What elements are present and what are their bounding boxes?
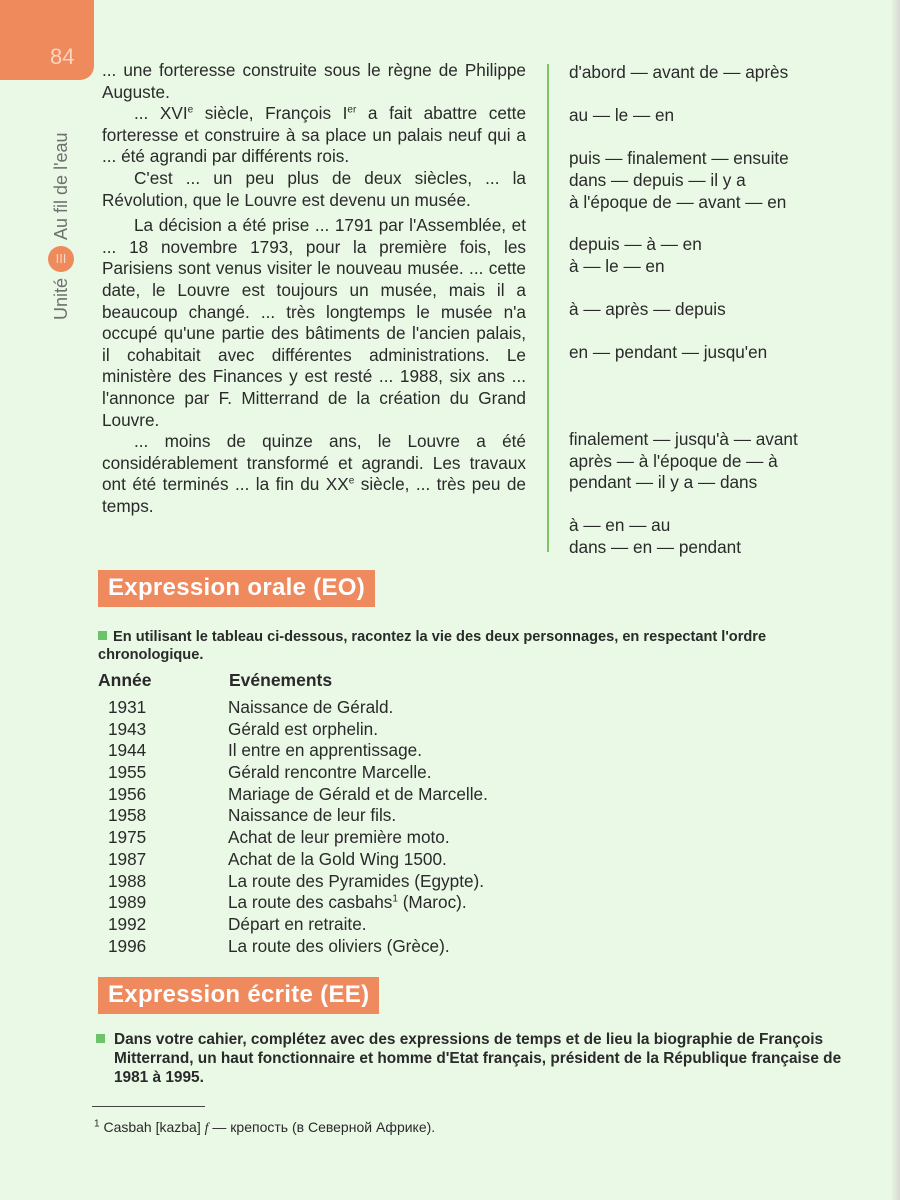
answer-option: d'abord — avant de — après bbox=[569, 62, 789, 82]
oral-section-title: Expression orale (EO) bbox=[98, 570, 375, 607]
page-edge bbox=[892, 0, 900, 1200]
written-section-title: Expression écrite (EE) bbox=[98, 977, 379, 1014]
paragraph: ... une forteresse construite sous le règne de Philippe Auguste. bbox=[102, 60, 526, 102]
year-cell: 1975 bbox=[108, 827, 147, 848]
table-row bbox=[108, 827, 488, 849]
gap-fill-text bbox=[102, 60, 526, 517]
table-row bbox=[108, 784, 488, 806]
page-number: 84 bbox=[50, 44, 75, 69]
table-row bbox=[108, 762, 488, 784]
event-cell: Gérald est orphelin. bbox=[228, 718, 378, 739]
green-bullet-icon bbox=[98, 631, 107, 640]
table-row bbox=[108, 936, 488, 958]
answer-option: depuis — à — en bbox=[569, 234, 702, 254]
answer-option: à — après — depuis bbox=[569, 299, 726, 319]
event-cell: Achat de leur première moto. bbox=[228, 827, 450, 848]
table-row bbox=[108, 805, 488, 827]
year-cell: 1956 bbox=[108, 783, 147, 804]
event-cell: Gérald rencontre Marcelle. bbox=[228, 762, 432, 783]
written-instruction: Dans votre cahier, complétez avec des expressions de temps et de lieu la biographie de François Mitterrand, un haut fonctionnaire et homme d'Etat français, président de la République française de 1981 à 1995. bbox=[96, 1030, 864, 1087]
table-row bbox=[108, 871, 488, 893]
event-cell: La route des Pyramides (Egypte). bbox=[228, 870, 485, 891]
table-row bbox=[108, 697, 488, 719]
table-row bbox=[108, 740, 488, 762]
event-cell: Achat de la Gold Wing 1500. bbox=[228, 848, 447, 869]
timeline-table bbox=[108, 697, 488, 957]
table-row bbox=[108, 719, 488, 741]
year-cell: 1958 bbox=[108, 805, 147, 826]
answer-option: après — à l'époque de — à bbox=[569, 451, 778, 471]
page-number-tab bbox=[0, 0, 94, 80]
answer-option: à l'époque de — avant — en bbox=[569, 192, 787, 212]
answer-option: à — le — en bbox=[569, 256, 665, 276]
year-cell: 1988 bbox=[108, 870, 147, 891]
answer-option: finalement — jusqu'à — avant bbox=[569, 429, 798, 449]
footnote-mark: 1 bbox=[392, 893, 398, 905]
answer-option: puis — finalement — ensuite bbox=[569, 148, 789, 168]
table-row bbox=[108, 892, 488, 914]
year-cell: 1992 bbox=[108, 913, 147, 934]
year-cell: 1987 bbox=[108, 848, 147, 869]
answer-option: dans — depuis — il y a bbox=[569, 170, 746, 190]
unit-label: Unité bbox=[50, 277, 71, 320]
year-cell: 1989 bbox=[108, 892, 147, 913]
year-cell: 1944 bbox=[108, 740, 147, 761]
year-cell: 1955 bbox=[108, 762, 147, 783]
paragraph: La décision a été prise ... 1791 par l'Assemblée, et ... 18 novembre 1793, pour la première fois, les Parisiens sont venus visiter le nouveau musée. ... cette date, le Louvre est toujours un musée, mais il a beaucoup changé. ... très longtemps le musée n'a occupé qu'une partie des bâtiments de l'ancien palais, il cohabitait avec différentes administrations. Le ministère des Finances y est resté ... 1988, six ans ... l'annonce par F. Mitterrand de la création du Grand Louvre. bbox=[102, 215, 526, 430]
event-cell: Départ en retraite. bbox=[228, 913, 367, 934]
year-cell: 1943 bbox=[108, 718, 147, 739]
year-cell: 1996 bbox=[108, 935, 147, 956]
unit-title: Au fil de l'eau bbox=[50, 132, 71, 240]
event-cell: La route des oliviers (Grèce). bbox=[228, 935, 450, 956]
paragraph: ... XVIe siècle, François Ier a fait abattre cette forteresse et construire à sa place un palais neuf qui a ... été agrandi par différents rois. bbox=[102, 103, 526, 167]
paragraph: ... moins de quinze ans, le Louvre a été considérablement transformé et agrandi. Les travaux ont été terminés ... la fin du XXe siècle, ... très peu de temps. bbox=[102, 431, 526, 516]
column-divider bbox=[547, 64, 549, 552]
event-cell: Naissance de leur fils. bbox=[228, 805, 397, 826]
green-bullet-icon bbox=[96, 1034, 105, 1043]
answer-option: dans — en — pendant bbox=[569, 537, 741, 557]
oral-instruction: En utilisant le tableau ci-dessous, racontez la vie des deux personnages, en respectant l'ordre chronologique. bbox=[98, 629, 767, 663]
paragraph: C'est ... un peu plus de deux siècles, ... la Révolution, que le Louvre est devenu un musée. bbox=[102, 167, 526, 210]
gender-marker: f bbox=[204, 1121, 209, 1136]
answer-option: à — en — au bbox=[569, 515, 671, 535]
table-row bbox=[108, 849, 488, 871]
event-cell: Mariage de Gérald et de Marcelle. bbox=[228, 783, 488, 804]
table-row bbox=[108, 914, 488, 936]
event-cell: Il entre en apprentissage. bbox=[228, 740, 422, 761]
footnote: $^1$ Casbah [kazba] f — крепость (в Северной Африке). bbox=[94, 1118, 436, 1136]
answer-option: pendant — il y a — dans bbox=[569, 472, 758, 492]
footnote-number: 1 bbox=[94, 1118, 100, 1130]
year-cell: 1931 bbox=[108, 697, 147, 717]
unit-side-label bbox=[48, 132, 74, 320]
footnote-separator bbox=[92, 1106, 205, 1107]
answer-option: au — le — en bbox=[569, 105, 675, 125]
column-header-year: Année bbox=[98, 670, 152, 690]
unit-number-badge: III bbox=[48, 246, 74, 272]
event-cell: Naissance de Gérald. bbox=[228, 697, 394, 717]
column-header-events: Evénements bbox=[229, 670, 333, 690]
answer-option: en — pendant — jusqu'en bbox=[569, 342, 768, 362]
event-cell: La route des casbahs$^1$ (Maroc). bbox=[228, 892, 467, 913]
